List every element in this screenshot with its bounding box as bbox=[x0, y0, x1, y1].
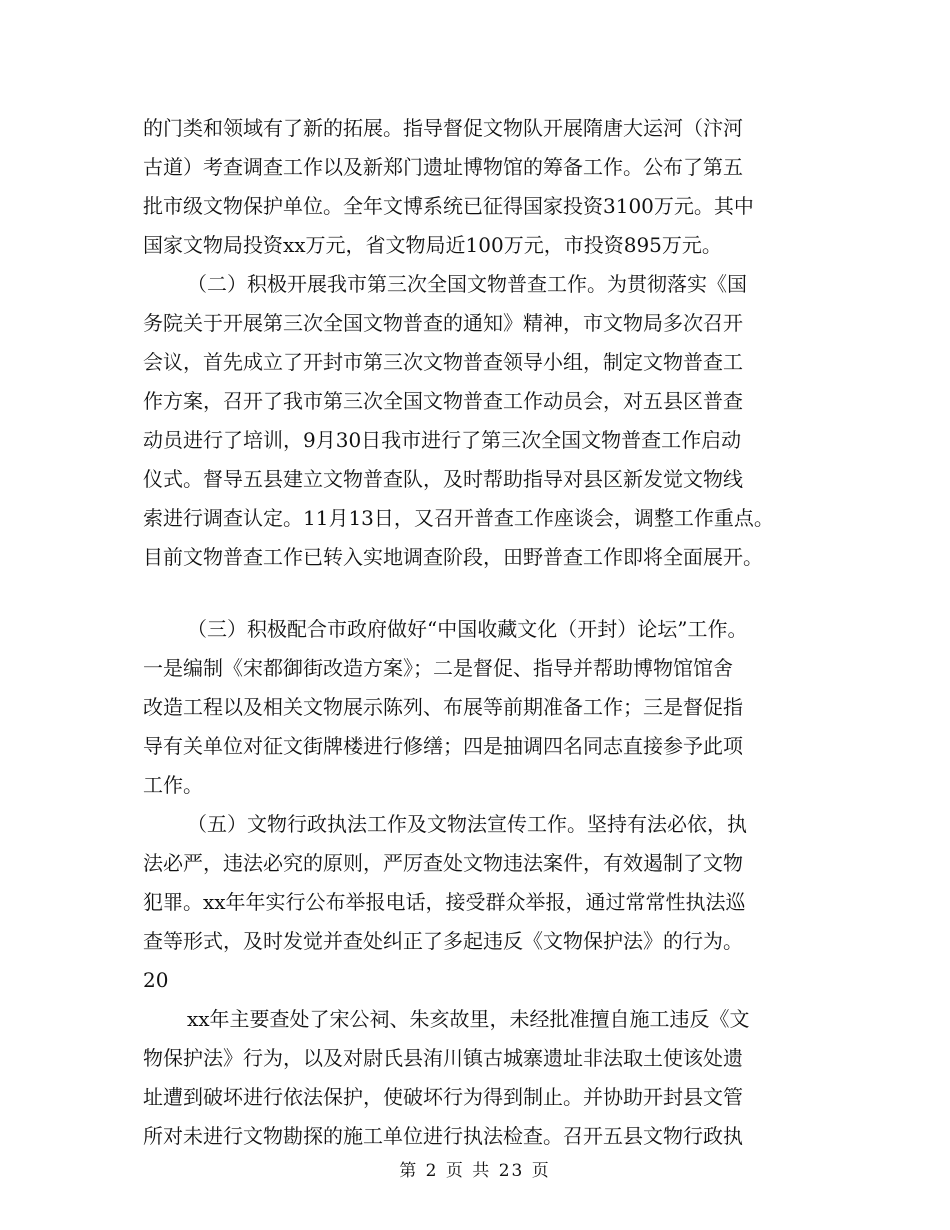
paragraph-line: 仪式。督导五县建立文物普查队，及时帮助指导对县区新发觉文物线 bbox=[143, 467, 743, 491]
paragraph-line: 国家文物局投资xx万元，省文物局近100万元，市投资895万元。 bbox=[143, 233, 722, 257]
paragraph-line: 物保护法》行为，以及对尉氏县洧川镇古城寨遗址非法取土使该处遗 bbox=[143, 1046, 743, 1070]
paragraph-line: xx年主要查处了宋公祠、朱亥故里，未经批准擅自施工违反《文 bbox=[187, 1007, 750, 1031]
paragraph-line: 20 bbox=[143, 968, 169, 992]
paragraph-line: 动员进行了培训，9月30日我市进行了第三次全国文物普查工作启动 bbox=[143, 428, 742, 452]
paragraph-line: 务院关于开展第三次全国文物普查的通知》精神，市文物局多次召开 bbox=[143, 311, 743, 335]
paragraph-line: 一是编制《宋都御街改造方案》；二是督促、指导并帮助博物馆馆舍 bbox=[143, 656, 733, 680]
paragraph-line: 查等形式，及时发觉并查处纠正了多起违反《文物保护法》的行为。 bbox=[143, 929, 743, 953]
paragraph-line: 古道）考查调查工作以及新郑门遗址博物馆的筹备工作。公布了第五 bbox=[143, 155, 743, 179]
paragraph-line: （二）积极开展我市第三次全国文物普查工作。为贯彻落实《国 bbox=[187, 272, 747, 296]
paragraph-line: （三）积极配合市政府做好“中国收藏文化（开封）论坛”工作。 bbox=[187, 617, 748, 641]
paragraph-line: （五）文物行政执法工作及文物法宣传工作。坚持有法必依，执 bbox=[187, 812, 747, 836]
paragraph-line: 改造工程以及相关文物展示陈列、布展等前期准备工作；三是督促指 bbox=[143, 695, 743, 719]
paragraph-line: 工作。 bbox=[143, 773, 203, 797]
paragraph-line: 犯罪。xx年年实行公布举报电话，接受群众举报，通过常常性执法巡 bbox=[143, 890, 746, 914]
paragraph-line: 索进行调查认定。11月13日，又召开普查工作座谈会，调整工作重点。 bbox=[143, 506, 774, 530]
paragraph-line: 目前文物普查工作已转入实地调查阶段，田野普查工作即将全面展开。 bbox=[143, 545, 763, 569]
paragraph-line: 导有关单位对征文街牌楼进行修缮；四是抽调四名同志直接参予此项 bbox=[143, 734, 743, 758]
paragraph-line: 法必严，违法必究的原则，严厉查处文物违法案件，有效遏制了文物 bbox=[143, 851, 743, 875]
paragraph-line: 作方案，召开了我市第三次全国文物普查工作动员会，对五县区普查 bbox=[143, 389, 743, 413]
paragraph-line: 所对未进行文物勘探的施工单位进行执法检查。召开五县文物行政执 bbox=[143, 1124, 743, 1148]
paragraph-line: 址遭到破坏进行依法保护，使破坏行为得到制止。并协助开封县文管 bbox=[143, 1085, 743, 1109]
paragraph-line: 批市级文物保护单位。全年文博系统已征得国家投资3100万元。其中 bbox=[143, 194, 754, 218]
paragraph-line: 会议，首先成立了开封市第三次文物普查领导小组，制定文物普查工 bbox=[143, 350, 743, 374]
page-number-footer: 第 2 页 共 23 页 bbox=[399, 1161, 551, 1181]
paragraph-line: 的门类和领域有了新的拓展。指导督促文物队开展隋唐大运河（汴河 bbox=[143, 116, 743, 140]
